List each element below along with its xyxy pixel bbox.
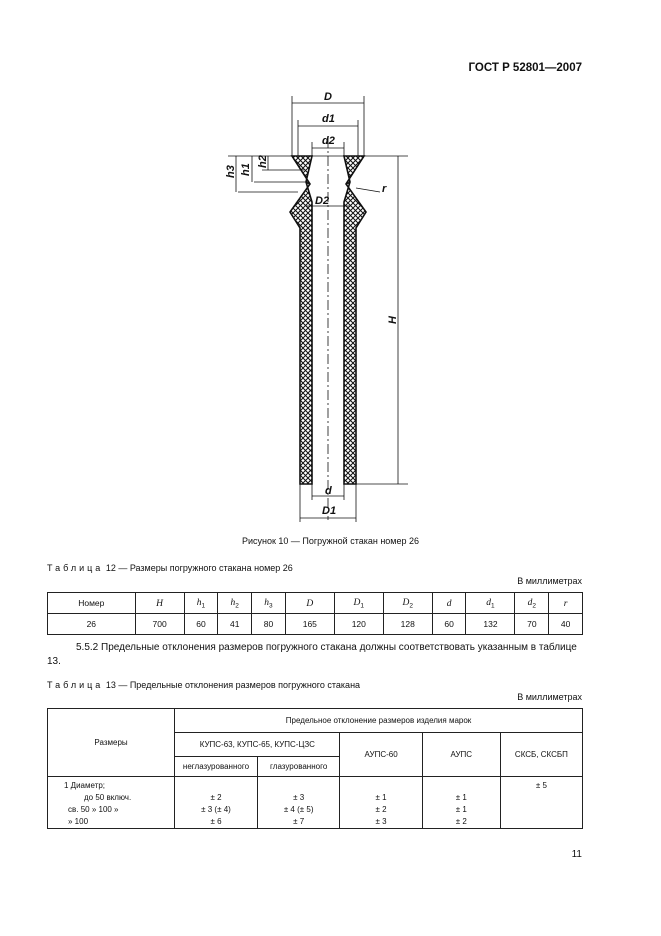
size-row-2: св. 50 » 100 » — [68, 805, 119, 814]
table12-header-cell — [383, 593, 432, 614]
table12 — [47, 592, 583, 635]
table13-units: В миллиметрах — [517, 692, 582, 702]
table12-header-cell — [285, 593, 334, 614]
table12-value-cell: 128 — [383, 614, 432, 635]
table12-value-cell: 26 — [48, 614, 136, 635]
table12-header-cell — [184, 593, 218, 614]
table12-header-cell — [252, 593, 286, 614]
aups60-value: ± 1 — [375, 793, 387, 802]
table12-value-cell: 40 — [549, 614, 583, 635]
table12-header-subscript: 2 — [235, 602, 239, 610]
table12-value-cell: 80 — [252, 614, 286, 635]
table12-label: Таблица — [47, 563, 104, 573]
aups-value: ± 2 — [455, 817, 467, 826]
table13-data-row — [48, 777, 583, 829]
aups60-cell — [340, 777, 422, 829]
table12-header-cell — [432, 593, 466, 614]
table12-header-cell — [549, 593, 583, 614]
label-d2: d2 — [322, 135, 335, 147]
col-sksb-header: СКСБ, СКСБП — [500, 733, 582, 777]
table12-value-cell: 132 — [466, 614, 515, 635]
label-h1: h1 — [240, 163, 252, 176]
col-kups-header: КУПС-63, КУПС-65, КУПС-ЦЗС — [175, 733, 340, 757]
dimension-lines — [228, 96, 408, 522]
aups60-value: ± 3 — [375, 817, 387, 826]
table12-header-symbol: h — [196, 597, 202, 608]
table12-header-symbol: d — [446, 598, 452, 609]
table12-header-symbol: D — [306, 598, 314, 609]
table12-caption — [47, 563, 293, 573]
table12-header-symbol: h — [230, 597, 236, 608]
table12-header-symbol: D — [402, 597, 410, 608]
label-D2: D2 — [315, 195, 330, 207]
table12-header-cell: Номер — [48, 593, 136, 614]
table12-header-cell — [334, 593, 383, 614]
table12-value-cell: 70 — [515, 614, 549, 635]
size-row-1: до 50 включ. — [84, 793, 132, 802]
table12-header-subscript: 2 — [409, 602, 413, 610]
table12-header-subscript: 1 — [360, 602, 365, 610]
table13 — [47, 708, 583, 829]
right-wall — [344, 156, 366, 484]
table12-header-cell — [466, 593, 515, 614]
col-glazed-header: глазурованного — [257, 757, 340, 777]
table13-title: 13 — Предельные отклонения размеров погружного стакана — [105, 680, 361, 690]
sizes-cell — [48, 777, 175, 829]
aups-cell — [422, 777, 500, 829]
label-d: d — [325, 485, 332, 497]
table12-header-row — [48, 593, 583, 614]
table12-header-symbol: h — [264, 597, 270, 608]
table12-header-symbol: d — [527, 597, 533, 608]
table13-caption — [47, 680, 360, 690]
left-wall — [290, 156, 312, 484]
label-h3: h3 — [225, 165, 237, 178]
glazed-value: ± 7 — [293, 817, 305, 826]
table12-header-subscript: 3 — [269, 602, 273, 610]
aups-value: ± 1 — [455, 805, 467, 814]
label-h2: h2 — [257, 155, 269, 168]
label-D: D — [324, 91, 332, 103]
label-H: H — [387, 316, 399, 324]
glazed-value: ± 4 (± 5) — [283, 805, 314, 814]
label-r: r — [382, 183, 387, 195]
table12-value-cell: 700 — [135, 614, 184, 635]
col-aups60-header: АУПС-60 — [340, 733, 422, 777]
col-sizes-header: Размеры — [48, 709, 175, 777]
sksb-cell — [500, 777, 582, 829]
immersion-cup-drawing — [218, 88, 438, 534]
glazed-cell — [257, 777, 340, 829]
size-row-3: » 100 — [68, 817, 89, 826]
unglazed-value: ± 3 (± 4) — [201, 805, 231, 814]
aups60-value: ± 2 — [375, 805, 387, 814]
table12-header-cell — [135, 593, 184, 614]
col-unglazed-header: неглазурованного — [175, 757, 258, 777]
unglazed-cell — [175, 777, 258, 829]
table12-header-subscript: 1 — [491, 602, 495, 610]
unglazed-value: ± 6 — [210, 817, 222, 826]
paragraph-5-5-2: 5.5.2 Предельные отклонения размеров погружного стакана должны соответствовать указанным в таблице 13. — [47, 642, 577, 667]
figure-caption: Рисунок 10 — Погружной стакан номер 26 — [241, 536, 420, 546]
aups-value: ± 1 — [455, 793, 467, 802]
unglazed-value: ± 2 — [210, 793, 222, 802]
label-d1: d1 — [322, 113, 335, 125]
table12-header-symbol: H — [156, 598, 164, 609]
table12-header-cell — [218, 593, 252, 614]
table12-value-cell: 41 — [218, 614, 252, 635]
col-group-header: Предельное отклонение размеров изделия марок — [175, 709, 583, 733]
glazed-value: ± 3 — [293, 793, 305, 802]
table12-header-subscript: 2 — [532, 602, 537, 610]
table12-value-cell: 120 — [334, 614, 383, 635]
col-aups-header: АУПС — [422, 733, 500, 777]
size-row-0: 1 Диаметр; — [64, 781, 106, 790]
label-D1: D1 — [322, 505, 337, 517]
table12-value-cell: 60 — [432, 614, 466, 635]
table12-header-subscript: 1 — [201, 602, 206, 610]
table12-header-symbol: r — [563, 598, 568, 609]
page-number: 11 — [571, 849, 582, 860]
table13-label: Таблица — [47, 680, 104, 690]
table12-units: В миллиметрах — [517, 576, 582, 586]
table12-value-cell: 60 — [184, 614, 218, 635]
table12-header-symbol: d — [486, 597, 492, 608]
table12-header-symbol: D — [353, 597, 361, 608]
table12-value-row — [48, 614, 583, 635]
document-header: ГОСТ Р 52801—2007 — [468, 62, 582, 74]
sksb-value: ± 5 — [535, 781, 547, 790]
table12-header-cell — [515, 593, 549, 614]
table12-value-cell: 165 — [285, 614, 334, 635]
table12-title: 12 — Размеры погружного стакана номер 26 — [105, 563, 293, 573]
